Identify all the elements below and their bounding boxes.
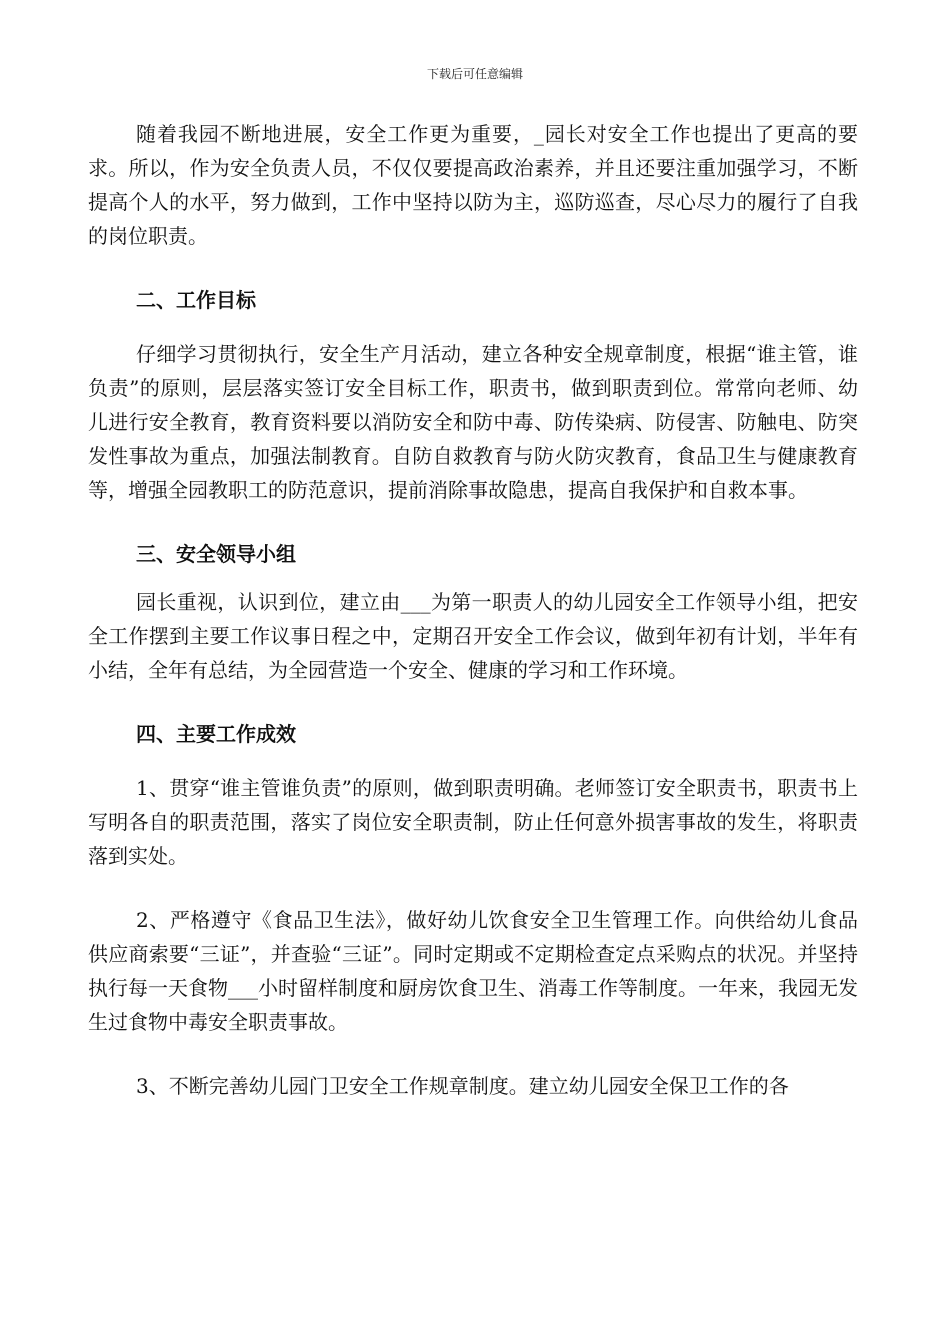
- intro-paragraph: 随着我园不断地进展，安全工作更为重要，_园长对安全工作也提出了更高的要求。所以，作为安全负责人员，不仅仅要提高政治素养，并且还要注重加强学习，不断提高个人的水平，努力做到，工作中坚持以防为主，巡防巡查，尽心尽力的履行了自我的岗位职责。: [88, 122, 858, 248]
- results-item-2: 2、严格遵守《食品卫生法》，做好幼儿饮食安全卫生管理工作。向供给幼儿食品供应商索要“三证”，并查验“三证”。同时定期或不定期检查定点采购点的状况。并坚持执行每一天食物___小时留样制度和厨房饮食卫生、消毒工作等制度。一年来，我园无发生过食物中毒安全职责事故。: [88, 908, 858, 1034]
- leadership-paragraph: 园长重视，认识到位，建立由___为第一职责人的幼儿园安全工作领导小组，把安全工作摆到主要工作议事日程之中，定期召开安全工作会议，做到年初有计划，半年有小结，全年有总结，为全园营造一个安全、健康的学习和工作环境。: [88, 590, 858, 682]
- document-body: [88, 117, 858, 1103]
- results-item-1: 1、贯穿“谁主管谁负责”的原则，做到职责明确。老师签订安全职责书，职责书上写明各自的职责范围，落实了岗位安全职责制，防止任何意外损害事故的发生，将职责落到实处。: [88, 776, 858, 868]
- section-heading-results: 四、主要工作成效: [136, 722, 296, 746]
- page-header: 下载后可任意编辑: [426, 67, 523, 81]
- results-item-3: 3、不断完善幼儿园门卫安全工作规章制度。建立幼儿园安全保卫工作的各: [136, 1074, 789, 1098]
- section-heading-goals: 二、工作目标: [136, 288, 256, 312]
- goals-paragraph: 仔细学习贯彻执行，安全生产月活动，建立各种安全规章制度，根据“谁主管，谁负责”的原则，层层落实签订安全目标工作，职责书，做到职责到位。常常向老师、幼儿进行安全教育，教育资料要以消防安全和防中毒、防传染病、防侵害、防触电、防突发性事故为重点，加强法制教育。自防自救教育与防火防灾教育，食品卫生与健康教育等，增强全园教职工的防范意识，提前消除事故隐患，提高自我保护和自救本事。: [88, 342, 858, 502]
- section-heading-leadership: 三、安全领导小组: [136, 542, 296, 566]
